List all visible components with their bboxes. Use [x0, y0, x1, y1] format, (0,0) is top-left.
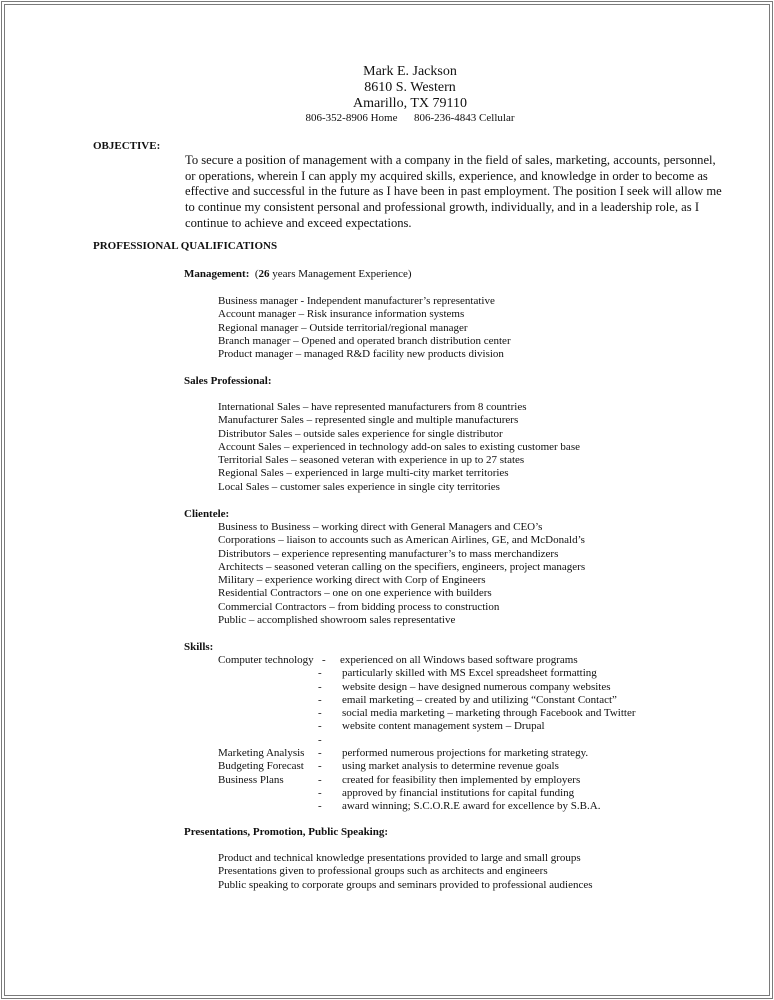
skill-desc: particularly skilled with MS Excel spreadsheet formatting [342, 667, 597, 680]
list-item: Distributors – experience representing manufacturer’s to mass merchandizers [218, 547, 559, 560]
skill-dash: - [318, 693, 322, 706]
skill-desc: experienced on all Windows based software programs [340, 654, 578, 666]
management-heading: Management: [184, 268, 250, 280]
skill-desc: approved by financial institutions for capital funding [342, 786, 575, 799]
skill-desc: using market analysis to determine revenue goals [342, 760, 559, 773]
skill-dash: - [318, 707, 322, 720]
objective-line: or operations, wherein I can apply my acquired skills, experience, and knowledge in order to become as [185, 168, 708, 183]
skill-desc: award winning; S.C.O.R.E award for excellence by S.B.A. [342, 800, 601, 813]
list-item: Business to Business – working direct with General Managers and CEO’s [218, 521, 543, 533]
qualifications-heading: PROFESSIONAL QUALIFICATIONS [93, 240, 278, 252]
objective-line: to continue my consistent personal and professional growth, individually, and in a leadership role, as I [185, 200, 700, 215]
list-item: Business manager - Independent manufacturer’s representative [218, 295, 495, 307]
management-heading-line [184, 268, 412, 281]
skills-heading: Skills: [184, 641, 214, 653]
management-list [218, 295, 511, 361]
skills-row [0, 800, 774, 813]
skill-dash: - [318, 747, 322, 760]
management-years-suffix: years Management Experience) [269, 268, 412, 280]
list-item: International Sales – have represented manufacturers from 8 countries [218, 401, 527, 413]
list-item: Commercial Contractors – from bidding process to construction [218, 600, 500, 613]
skill-desc: created for feasibility then implemented by employers [342, 773, 581, 786]
skill-dash: - [318, 720, 322, 733]
clientele-list [218, 521, 585, 627]
list-item: Product and technical knowledge presentations provided to large and small groups [218, 852, 581, 864]
objective-heading: OBJECTIVE: [93, 140, 161, 152]
skills-table [0, 654, 774, 814]
list-item: Corporations – liaison to accounts such as American Airlines, GE, and McDonald’s [218, 534, 585, 547]
management-years: 26 [258, 268, 270, 280]
list-item: Account manager – Risk insurance information systems [218, 308, 465, 321]
skill-dash: - [318, 800, 322, 813]
list-item: Distributor Sales – outside sales experience for single distributor [218, 427, 503, 440]
list-item: Public speaking to corporate groups and seminars provided to professional audiences [218, 878, 593, 891]
list-item: Military – experience working direct with Corp of Engineers [218, 574, 486, 587]
objective-line: effective and successful in the future as I have been in past employment. The position I seek will allow me [185, 184, 722, 199]
clientele-heading: Clientele: [184, 508, 230, 520]
phone-numbers: 806-352-8906 Home 806-236-4843 Cellular [305, 112, 515, 124]
presentations-heading: Presentations, Promotion, Public Speaking: [184, 826, 389, 838]
list-item: Public – accomplished showroom sales representative [218, 614, 456, 627]
management-paren-open: ( [254, 268, 259, 280]
list-item: Presentations given to professional groups such as architects and engineers [218, 865, 548, 878]
presentations-list [218, 852, 593, 892]
skills-row [0, 787, 774, 800]
list-item: Manufacturer Sales – represented single and multiple manufacturers [218, 414, 519, 427]
skills-row [0, 667, 774, 680]
skill-label: Computer technology [218, 654, 314, 666]
list-item: Account Sales – experienced in technology add-on sales to existing customer base [218, 440, 580, 453]
skill-dash: - [318, 667, 322, 680]
list-item: Product manager – managed R&D facility new products division [218, 348, 504, 361]
skill-desc: performed numerous projections for marketing strategy. [342, 747, 589, 760]
skills-row [0, 681, 774, 694]
objective-line: To secure a position of management with a company in the field of sales, marketing, accounts, personnel, [185, 153, 716, 167]
sales-list [218, 401, 580, 494]
skill-dash: - [318, 733, 322, 746]
skills-row [0, 734, 774, 747]
list-item: Architects – seasoned veteran calling on the specifiers, engineers, project managers [218, 560, 586, 573]
skill-desc: website content management system – Drupal [342, 720, 545, 733]
list-item: Local Sales – customer sales experience in single city territories [218, 480, 500, 493]
skill-dash: - [322, 654, 326, 666]
skill-label: Marketing Analysis [218, 747, 305, 760]
skills-row [0, 720, 774, 733]
skills-row [0, 707, 774, 720]
list-item: Branch manager – Opened and operated branch distribution center [218, 334, 511, 347]
list-item: Residential Contractors – one on one experience with builders [218, 587, 492, 600]
skill-desc: social media marketing – marketing through Facebook and Twitter [342, 707, 636, 720]
skill-desc: email marketing – created by and utilizing “Constant Contact” [342, 693, 617, 706]
list-item: Regional manager – Outside territorial/regional manager [218, 321, 468, 334]
applicant-name: Mark E. Jackson [363, 64, 457, 79]
skills-row [0, 654, 774, 667]
skill-desc: website design – have designed numerous company websites [342, 680, 611, 693]
skill-dash: - [318, 680, 322, 693]
skill-label: Budgeting Forecast [218, 760, 304, 773]
skill-label: Business Plans [218, 773, 284, 786]
objective-text [185, 153, 722, 232]
city-state-zip: Amarillo, TX 79110 [353, 96, 467, 111]
list-item: Territorial Sales – seasoned veteran with experience in up to 27 states [218, 454, 525, 467]
skills-row [0, 694, 774, 707]
skills-row [0, 747, 774, 760]
skill-dash: - [318, 760, 322, 773]
list-item: Regional Sales – experienced in large multi-city market territories [218, 467, 509, 480]
skills-row [0, 774, 774, 787]
skills-row [0, 760, 774, 773]
objective-line: continue to achieve and exceed expectations. [185, 215, 412, 230]
skill-dash: - [318, 773, 322, 786]
sales-heading: Sales Professional: [184, 375, 272, 387]
street-address: 8610 S. Western [364, 80, 456, 95]
skill-dash: - [318, 786, 322, 799]
